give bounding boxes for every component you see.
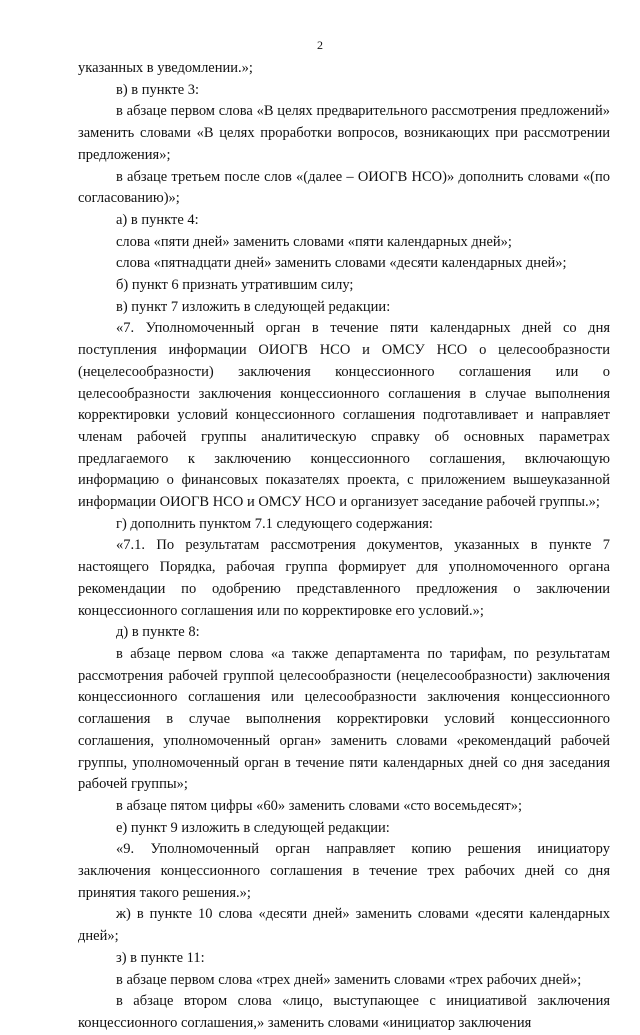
- paragraph-item-a-point-4: а) в пункте 4:: [116, 211, 199, 228]
- paragraph-point-11-first-abzac: в абзаце первом слова «трех дней» заменить словами «трех рабочих дней»;: [116, 971, 582, 988]
- paragraph-point-8-fifth-abzac: в абзаце пятом цифры «60» заменить словами «сто восемьдесят»;: [116, 797, 523, 814]
- paragraph-point-7-text: «7. Уполномоченный орган в течение пяти календарных дней со дня поступления информации ОИОГВ НСО и ОМСУ НСО о целесообразности (нецелесообразности) заключения концессионного соглашения или о целесообразности заключения концессионного соглашения в случае выполнения корректировки условий концессионного соглашения подготавливает и направляет членам рабочей группы аналитическую справку об основных параметрах предлагаемого к заключению концессионного соглашения, включающую информацию о финансовых показателях проекта, с приложением вышеуказанной информации ОИОГВ НСО и ОМСУ НСО и организует заседание рабочей группы.»;: [78, 320, 610, 511]
- paragraph-point-11-second-abzac: в абзаце втором слова «лицо, выступающее с инициативой заключения концессионного соглашения,» заменить словами «инициатор заключения: [78, 993, 610, 1031]
- document-body: [78, 58, 610, 1035]
- paragraph-item-z-point-11: з) в пункте 11:: [116, 949, 205, 966]
- paragraph-point-8-first-abzac: в абзаце первом слова «а также департамента по тарифам, по результатам рассмотрения рабочей группой целесообразности (нецелесообразности) заключения концессионного соглашения или целесообразности заключения концессионного соглашения в случае выполнения корректировки условий концессионного соглашения, уполномоченный орган» заменить словами «рекомендаций рабочей группы, уполномоченный орган в течение пяти календарных дней со дня заседания рабочей группы»;: [78, 645, 610, 793]
- paragraph-point-4-fifteen-days: слова «пятнадцати дней» заменить словами «десяти календарных дней»;: [116, 255, 567, 272]
- paragraph-point-9-text: «9. Уполномоченный орган направляет копию решения инициатору заключения концессионного соглашения в течение трех рабочих дней со дня принятия такого решения.»;: [78, 841, 610, 901]
- paragraph-continuation: указанных в уведомлении.»;: [78, 60, 253, 76]
- paragraph-item-v-point-3: в) в пункте 3:: [116, 81, 200, 98]
- paragraph-point-7-1-text: «7.1. По результатам рассмотрения документов, указанных в пункте 7 настоящего Порядка, рабочая группа формирует для уполномоченного органа рекомендации по одобрению представленного предложения о заключении концессионного соглашения или по корректировке его условий.»;: [78, 537, 610, 619]
- paragraph-point-4-five-days: слова «пяти дней» заменить словами «пяти календарных дней»;: [116, 233, 512, 250]
- paragraph-point-3-first-abzac: в абзаце первом слова «В целях предварительного рассмотрения предложений» заменить словами «В целях проработки вопросов, возникающих при рассмотрении предложения»;: [78, 103, 610, 163]
- paragraph-item-b-point-6: б) пункт 6 признать утратившим силу;: [116, 277, 354, 294]
- paragraph-item-zh-point-10: ж) в пункте 10 слова «десяти дней» заменить словами «десяти календарных дней»;: [78, 906, 610, 945]
- paragraph-item-d-point-8: д) в пункте 8:: [116, 624, 200, 641]
- paragraph-item-g-point-7-1: г) дополнить пунктом 7.1 следующего содержания:: [116, 515, 433, 532]
- page-number: 2: [317, 38, 323, 52]
- paragraph-point-3-third-abzac: в абзаце третьем после слов «(далее – ОИОГВ НСО)» дополнить словами «(по согласованию)»;: [78, 168, 610, 207]
- paragraph-item-v-point-7: в) пункт 7 изложить в следующей редакции:: [116, 298, 391, 315]
- paragraph-item-e-point-9: е) пункт 9 изложить в следующей редакции:: [116, 819, 390, 836]
